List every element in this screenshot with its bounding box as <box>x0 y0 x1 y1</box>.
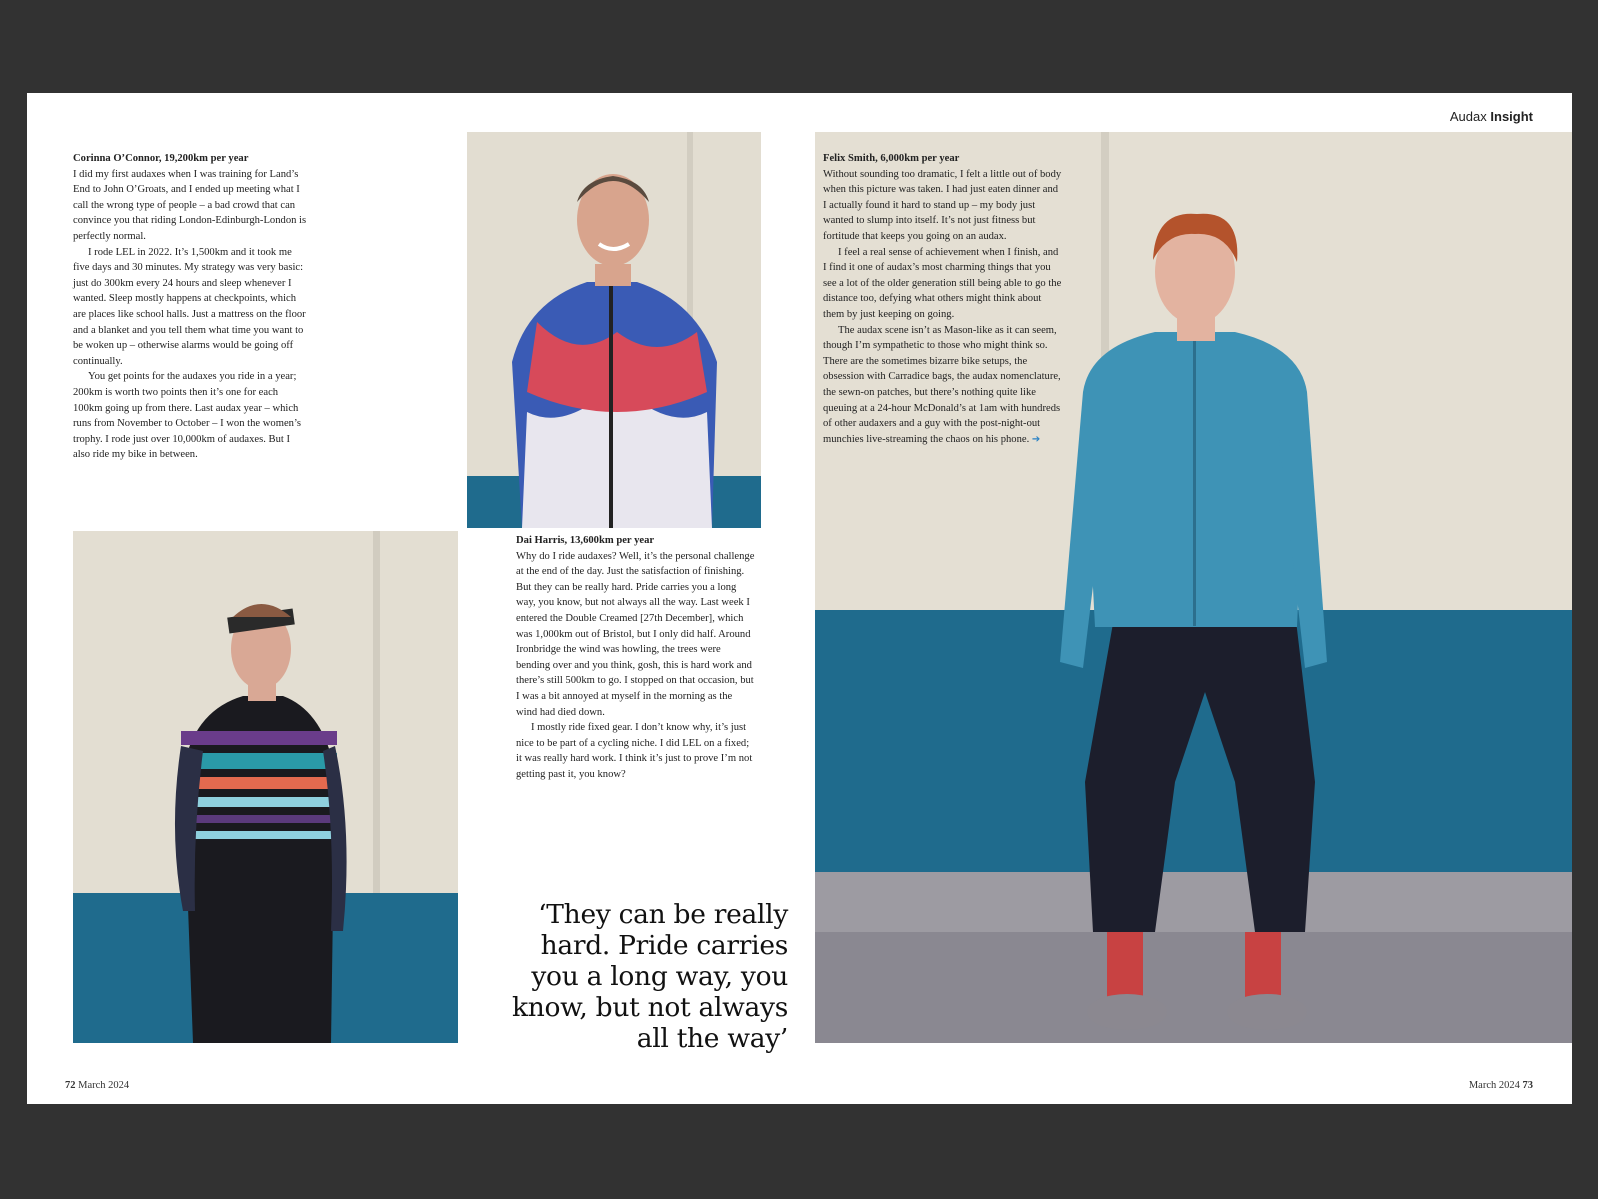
dai-paragraph-1: Why do I ride audaxes? Well, it’s the personal challenge at the end of the day. Just the satisfaction of finishing. But they can be really hard. Pride carries you a long way, you know, but not always all the way. Last week I entered the Double Creamed [27th December], which was 1,000km out of Bristol, but I only did half. Around Ironbridge the wind was howling, the trees were bending over and you think, gosh, this is hard work and there’s still 500km to go. I stopped on that occasion, but I was a bit annoyed at myself in the morning as the wind had died down. <box>516 550 755 718</box>
section-tag: Audax Insight <box>1449 109 1533 124</box>
folio-left: 72 March 2024 <box>65 1080 130 1091</box>
magazine-spread <box>27 93 1572 1104</box>
corinna-paragraph-1: I did my first audaxes when I was training for Land’s End to John O’Groats, and I ended up meeting what I call the wrong type of people – a bad crowd that can convince you that riding London-Edinburgh-London is perfectly normal. <box>73 168 307 242</box>
corinna-text <box>73 151 309 463</box>
felix-paragraph-3: The audax scene isn’t as Mason-like as it can seem, though I’m sympathetic to those who might think so. There are the sometimes bizarre bike setups, the obsession with Carradice bags, the audax nomenclature, the sewn-on patches, but there’s nothing quite like queuing at a 24-hour McDonald’s at 1am with hundreds of other audaxers and a guy with the post-night-out munchies live-streaming the chaos on his phone. ➔ <box>823 324 1061 445</box>
felix-paragraph-1: Without sounding too dramatic, I felt a little out of body when this picture was taken. I had just eaten dinner and I actually found it hard to stand up – my body just wanted to slump into itself. It’s not just fitness but fortitude that keeps you going on an audax. <box>823 168 1062 242</box>
dai-heading: Dai Harris, 13,600km per year <box>516 535 655 546</box>
dai-paragraph-2: I mostly ride fixed gear. I don’t know why, it’s just nice to be part of a cycling niche. I did LEL on a fixed; it was really hard work. I think it’s just to prove I’m not getting past it, you know? <box>516 722 753 780</box>
folio-right: March 2024 73 <box>1468 1080 1533 1091</box>
corinna-paragraph-3: You get points for the audaxes you ride in a year; 200km is worth two points then it’s one for each 100km going up from there. Last audax year – which runs from November to October – I won the women’s trophy. I rode just over 10,000km of audaxes. But I also ride my bike in between. <box>73 371 302 461</box>
corinna-paragraph-2: I rode LEL in 2022. It’s 1,500km and it took me five days and 30 minutes. My strategy was very basic: just do 300km every 24 hours and sleep whenever I wanted. Sleep mostly happens at checkpoints, which are places like school halls. Just a mattress on the floor and a blanket and you tell them what time you want to be woken up – otherwise alarms would be going off continually. <box>73 246 306 367</box>
pull-quote: ‘They can be really hard. Pride carries you a long way, you know, but not always all the way’ <box>512 899 788 1054</box>
felix-heading: Felix Smith, 6,000km per year <box>823 153 960 164</box>
dai-portrait-photo <box>467 132 761 528</box>
corinna-heading: Corinna O’Connor, 19,200km per year <box>73 153 249 164</box>
end-arrow-icon: ➔ <box>1031 433 1041 445</box>
felix-text <box>823 151 1063 447</box>
dai-text <box>516 533 756 783</box>
felix-paragraph-2: I feel a real sense of achievement when I finish, and I find it one of audax’s most charming things that you see a lot of the older generation still being able to go the distance too, defying what others might think about them by just keeping on going. <box>823 246 1062 320</box>
corinna-portrait-photo <box>73 531 458 1043</box>
